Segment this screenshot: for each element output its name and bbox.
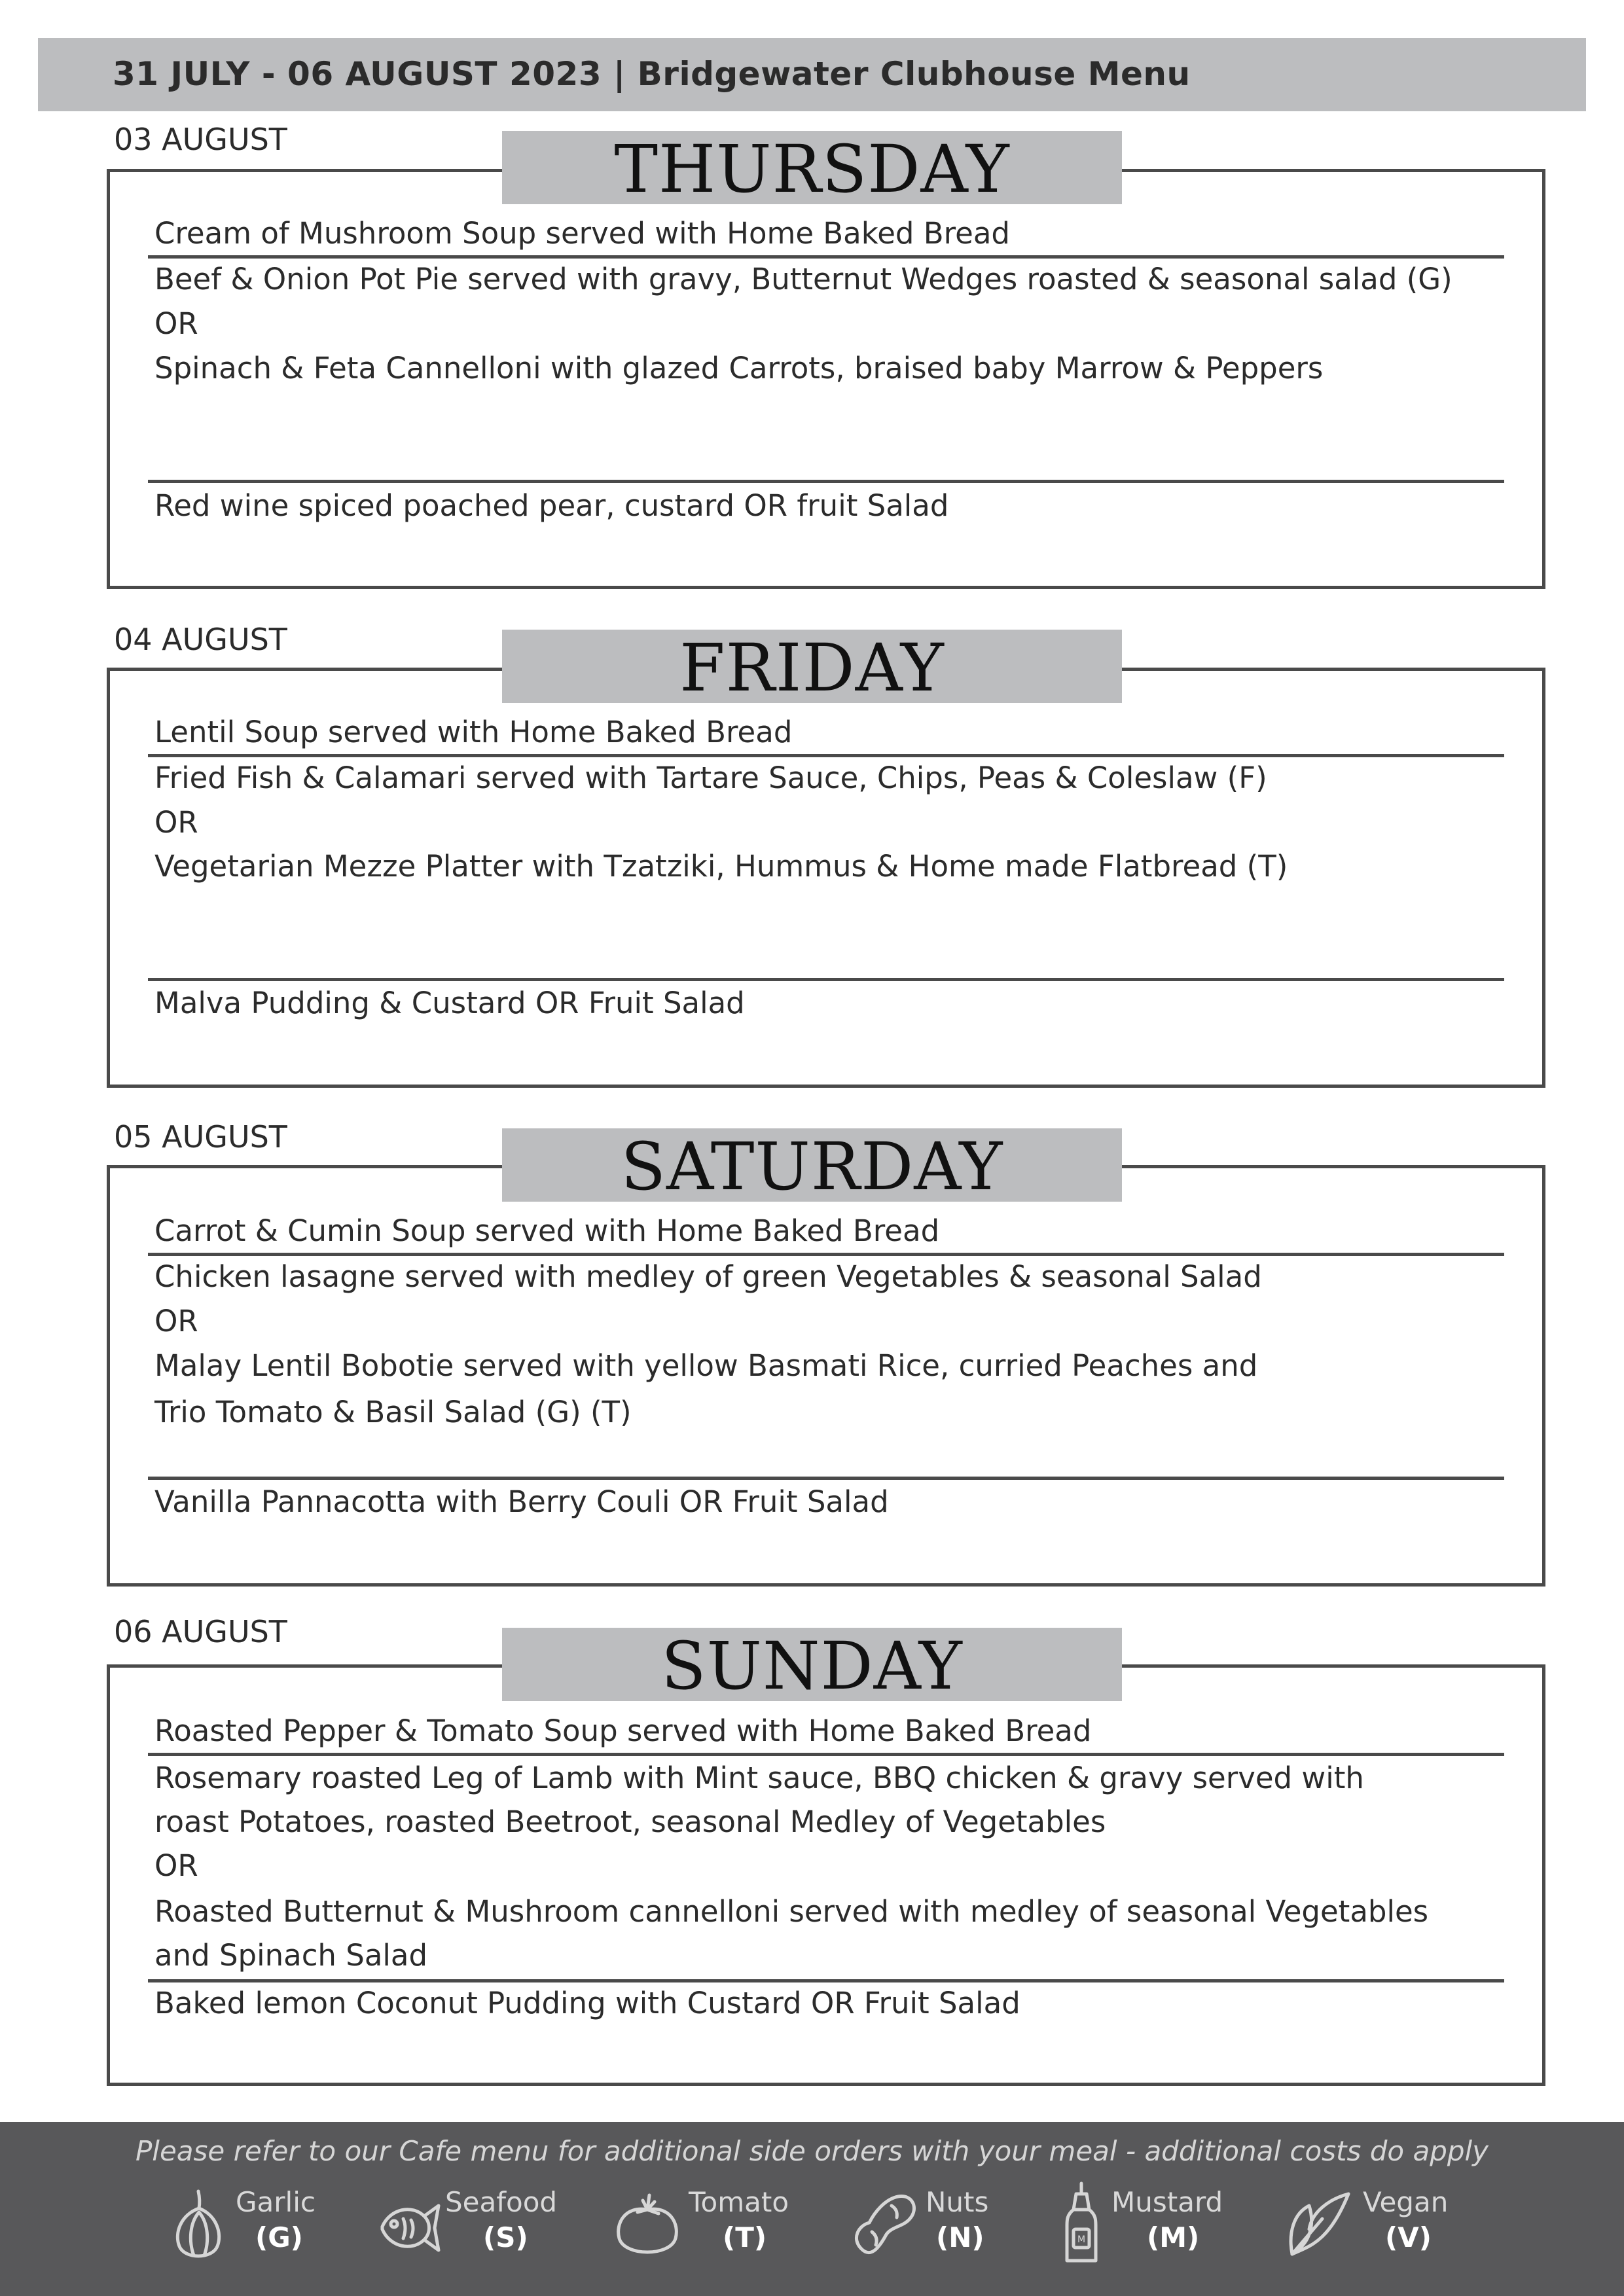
dessert-item: Vanilla Pannacotta with Berry Couli OR Fruit Salad: [154, 1484, 889, 1519]
main-item: Chicken lasagne served with medley of green Vegetables & seasonal Salad: [154, 1259, 1262, 1294]
soup-item: Roasted Pepper & Tomato Soup served with Home Baked Bread: [154, 1713, 1092, 1748]
divider: [148, 480, 1504, 483]
soup-item: Cream of Mushroom Soup served with Home Baked Bread: [154, 216, 1010, 251]
divider: [148, 1753, 1504, 1756]
legend-tomato: [611, 2186, 808, 2265]
divider: [148, 1979, 1504, 1982]
legend-code: (G): [255, 2221, 303, 2253]
or-separator: OR: [154, 1304, 198, 1338]
date-label: 04 AUGUST: [114, 622, 287, 657]
legend-vegan: [1283, 2186, 1466, 2265]
legend-nuts: [848, 2186, 1012, 2265]
legend-code: (S): [483, 2221, 528, 2253]
legend-mustard: [1062, 2186, 1245, 2265]
main-item: Spinach & Feta Cannelloni with glazed Carrots, braised baby Marrow & Peppers: [154, 351, 1324, 386]
legend-name: Tomato: [689, 2186, 789, 2218]
legend-code: (V): [1385, 2221, 1432, 2253]
legend-name: Nuts: [926, 2186, 989, 2218]
garlic-icon: [169, 2186, 228, 2265]
soup-item: Lentil Soup served with Home Baked Bread: [154, 715, 793, 749]
main-item: Rosemary roasted Leg of Lamb with Mint sauce, BBQ chicken & gravy served with: [154, 1761, 1364, 1795]
legend-code: (N): [936, 2221, 984, 2253]
svg-text:M: M: [1077, 2234, 1086, 2245]
or-separator: OR: [154, 805, 198, 840]
day-banner: SUNDAY: [502, 1628, 1122, 1701]
or-separator: OR: [154, 1848, 198, 1883]
divider: [148, 255, 1504, 259]
main-item: Vegetarian Mezze Platter with Tzatziki, Hummus & Home made Flatbread (T): [154, 849, 1288, 884]
dessert-item: Malva Pudding & Custard OR Fruit Salad: [154, 986, 745, 1020]
legend-name: Seafood: [445, 2186, 558, 2218]
main-item: Fried Fish & Calamari served with Tartare Sauce, Chips, Peas & Coleslaw (F): [154, 761, 1267, 795]
or-separator: OR: [154, 306, 198, 341]
divider: [148, 1477, 1504, 1480]
day-banner: FRIDAY: [502, 630, 1122, 703]
main-item: Roasted Butternut & Mushroom cannelloni served with medley of seasonal Vegetables: [154, 1894, 1429, 1929]
soup-item: Carrot & Cumin Soup served with Home Baked Bread: [154, 1213, 940, 1248]
main-item: Beef & Onion Pot Pie served with gravy, Butternut Wedges roasted & seasonal salad (G): [154, 262, 1453, 296]
legend-garlic: [169, 2186, 333, 2265]
divider: [148, 978, 1504, 981]
main-item-continued: Trio Tomato & Basil Salad (G) (T): [154, 1395, 632, 1429]
footer-note: Please refer to our Cafe menu for additional side orders with your meal - additional costs do apply: [135, 2135, 1489, 2167]
day-banner: THURSDAY: [502, 131, 1122, 204]
legend-code: (M): [1147, 2221, 1200, 2253]
date-label: 06 AUGUST: [114, 1614, 287, 1649]
main-item-continued: and Spinach Salad: [154, 1938, 428, 1973]
menu-title: 31 JULY - 06 AUGUST 2023 | Bridgewater Clubhouse Menu: [113, 55, 1191, 93]
fish-icon: [370, 2186, 442, 2265]
nuts-icon: [848, 2186, 920, 2265]
mustard-icon: [1062, 2181, 1101, 2266]
legend-code: (T): [723, 2221, 767, 2253]
day-banner: SATURDAY: [502, 1128, 1122, 1202]
divider: [148, 754, 1504, 757]
legend-seafood: [370, 2186, 567, 2265]
legend-name: Mustard: [1111, 2186, 1223, 2218]
dessert-item: Baked lemon Coconut Pudding with Custard OR Fruit Salad: [154, 1986, 1020, 2020]
main-item-continued: roast Potatoes, roasted Beetroot, seasonal Medley of Vegetables: [154, 1804, 1106, 1839]
tomato-icon: [611, 2186, 683, 2265]
vegan-leaf-icon: [1283, 2186, 1355, 2265]
divider: [148, 1253, 1504, 1256]
main-item: Malay Lentil Bobotie served with yellow Basmati Rice, curried Peaches and: [154, 1348, 1258, 1383]
legend-name: Garlic: [236, 2186, 316, 2218]
legend-name: Vegan: [1363, 2186, 1449, 2218]
date-label: 05 AUGUST: [114, 1119, 287, 1155]
date-label: 03 AUGUST: [114, 122, 287, 157]
dessert-item: Red wine spiced poached pear, custard OR fruit Salad: [154, 488, 949, 523]
